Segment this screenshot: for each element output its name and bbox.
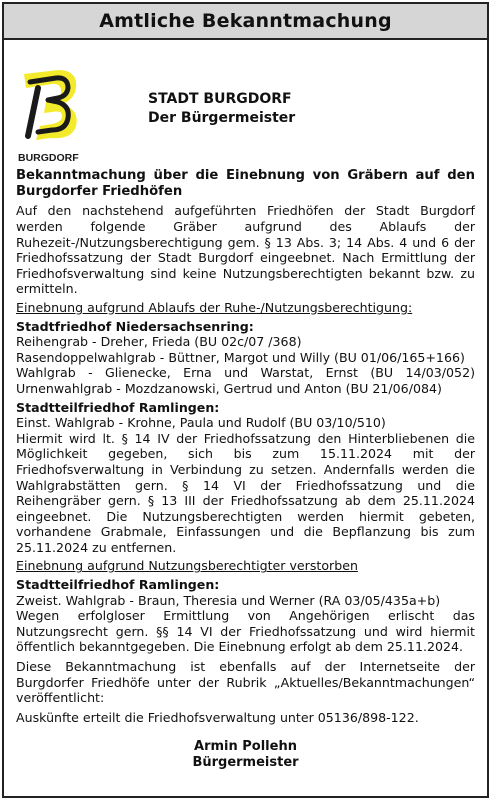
cemetery-heading-3: Stadtteilfriedhof Ramlingen: — [16, 577, 220, 593]
paragraph-3: Wegen erfolgloser Ermittlung von Angehörigen erlischt das Nutzungsrecht gern. §§ 14 VI der Friedhofssatzung und wird hiermit öffentlich bekanntgegeben. Die Einebnung erfolgt ab dem 25.11.2024. — [16, 608, 475, 655]
logo-row — [4, 40, 487, 166]
burgdorf-logo — [18, 66, 84, 166]
grave-entry-1: Reihengrab - Dreher, Frieda (BU 02c/07 /368) — [16, 334, 302, 350]
cemetery-heading-2: Stadtteilfriedhof Ramlingen: — [16, 399, 220, 415]
notice-body — [4, 168, 487, 771]
section-heading-1: Einebnung aufgrund Ablaufs der Ruhe-/Nutzungsberechtigung: — [16, 299, 413, 315]
paragraph-4: Diese Bekanntmachung ist ebenfalls auf der Internetseite der Burgdorfer Friedhöfe unter der Rubrik „Aktuelles/Bekanntmachungen“ veröffentlicht: — [16, 659, 475, 706]
logo-wordmark: BURGDORF — [18, 152, 79, 164]
grave-entry-4: Urnenwahlgrab - Mozdzanowski, Gertrud und Anton (BU 21/06/084) — [16, 380, 442, 396]
city-block — [148, 90, 295, 128]
cemetery-heading-1: Stadtfriedhof Niedersachsenring: — [16, 318, 254, 334]
grave-entry-5: Einst. Wahlgrab - Krohne, Paula und Rudolf (BU 03/10/510) — [16, 415, 386, 431]
paragraph-2: Hiermit wird lt. § 14 IV der Friedhofssatzung den Hinterbliebenen die Möglichkeit gegeben, sich bis zum 15.11.2024 mit der Friedhofsverwaltung in Verbindung zu setzen. Andernfalls werden die Wahlgrabstätten gern. § 14 VI der Friedhofssatzung und die Reihengräber gern. § 13 III der Friedhofssatzung ab dem 25.11.2024 eingeebnet. Die Nutzungsberechtigten werden hiermit gebeten, vorhandene Grabmale, Einfassungen und die Bepflanzung bis zum 25.11.2024 zu entfernen. — [16, 430, 475, 555]
signature-block — [16, 739, 475, 771]
grave-entry-2: Rasendoppelwahlgrab - Büttner, Margot und Willy (BU 01/06/165+166) — [16, 349, 465, 365]
signature-name: Armin Pollehn — [194, 739, 297, 755]
paragraph-5: Auskünfte erteilt die Friedhofsverwaltung unter 05136/898-122. — [16, 709, 419, 725]
section-heading-2: Einebnung aufgrund Nutzungsberechtigter verstorben — [16, 558, 358, 574]
notice-title: Bekanntmachung über die Einebnung von Gräbern auf den Burgdorfer Friedhöfen — [16, 168, 475, 200]
mayor-office: Der Bürgermeister — [148, 110, 296, 126]
signature-role: Bürgermeister — [192, 755, 299, 771]
city-name: STADT BURGDORF — [148, 91, 292, 107]
notice-header: Amtliche Bekanntmachung — [4, 4, 487, 40]
logo-dark-diagonal — [28, 88, 38, 136]
grave-entry-6: Zweist. Wahlgrab - Braun, Theresia und Werner (RA 03/05/435a+b) — [16, 592, 441, 608]
grave-entry-3: Wahlgrab - Glienecke, Erna und Warstat, Ernst (BU 14/03/052) — [16, 365, 475, 381]
notice-frame — [2, 2, 489, 798]
intro-paragraph: Auf den nachstehend aufgeführten Friedhöfen der Stadt Burgdorf werden folgende Gräber aufgrund des Ablaufs der Ruhezeit-/Nutzungsberechtigung gem. § 13 Abs. 3; 14 Abs. 4 und 6 der Friedhofssatzung der Stadt Burgdorf eingeebnet. Nach Ermittlung der Friedhofsverwaltung sind keine Nutzungsberechtigten bekannt bzw. zu ermitteln. — [16, 203, 475, 297]
